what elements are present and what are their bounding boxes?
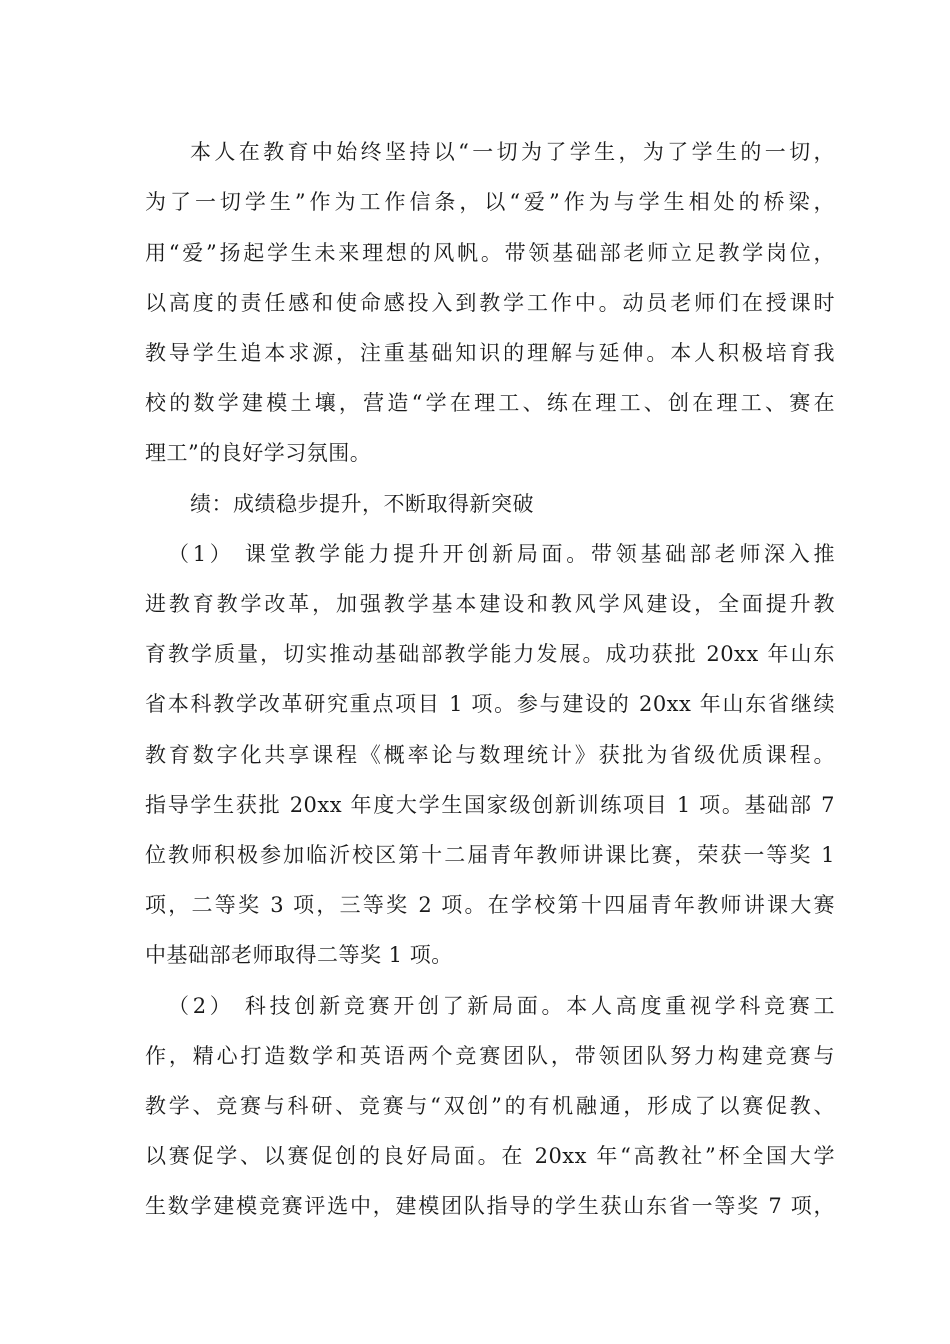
- paragraph-4-line-1: （2） 科技创新竞赛开创了新局面。本人高度重视学科竞赛工: [168, 994, 835, 1018]
- paragraph-3-line-7: 位教师积极参加临沂校区第十二届青年教师讲课比赛，荣获一等奖 1: [145, 843, 835, 867]
- section-heading: 绩：成绩稳步提升，不断取得新突破: [190, 492, 534, 516]
- paragraph-1-line-1: 本人在教育中始终坚持以“一切为了学生，为了学生的一切，: [190, 140, 835, 164]
- paragraph-4-line-4: 以赛促学、以赛促创的良好局面。在 20xx 年“高教社”杯全国大学: [145, 1144, 835, 1168]
- paragraph-4-line-3: 教学、竞赛与科研、竞赛与“双创”的有机融通，形成了以赛促教、: [145, 1094, 835, 1118]
- paragraph-1-line-5: 教导学生追本求源，注重基础知识的理解与延伸。本人积极培育我: [145, 341, 835, 365]
- paragraph-1-line-2: 为了一切学生”作为工作信条，以“爱”作为与学生相处的桥梁，: [145, 190, 835, 214]
- paragraph-3-line-1: （1） 课堂教学能力提升开创新局面。带领基础部老师深入推: [168, 542, 835, 566]
- paragraph-3-line-5: 教育数字化共享课程《概率论与数理统计》获批为省级优质课程。: [145, 743, 835, 767]
- paragraph-1-line-3: 用“爱”扬起学生未来理想的风帆。带领基础部老师立足教学岗位，: [145, 241, 835, 265]
- paragraph-3-line-2: 进教育教学改革，加强教学基本建设和教风学风建设，全面提升教: [145, 592, 835, 616]
- paragraph-1-line-6: 校的数学建模土壤，营造“学在理工、练在理工、创在理工、赛在: [145, 391, 835, 415]
- paragraph-3-line-4: 省本科教学改革研究重点项目 1 项。参与建设的 20xx 年山东省继续: [145, 692, 835, 716]
- paragraph-3-line-8: 项，二等奖 3 项，三等奖 2 项。在学校第十四届青年教师讲课大赛: [145, 893, 835, 917]
- paragraph-1-line-4: 以高度的责任感和使命感投入到教学工作中。动员老师们在授课时: [145, 291, 835, 315]
- paragraph-4-line-5: 生数学建模竞赛评选中，建模团队指导的学生获山东省一等奖 7 项，: [145, 1194, 835, 1218]
- paragraph-3-line-3: 育教学质量，切实推动基础部教学能力发展。成功获批 20xx 年山东: [145, 642, 835, 666]
- paragraph-1-line-7: 理工”的良好学习氛围。: [145, 441, 372, 465]
- paragraph-3-line-6: 指导学生获批 20xx 年度大学生国家级创新训练项目 1 项。基础部 7: [145, 793, 835, 817]
- paragraph-3-line-9: 中基础部老师取得二等奖 1 项。: [145, 943, 453, 967]
- paragraph-4-line-2: 作，精心打造数学和英语两个竞赛团队，带领团队努力构建竞赛与: [145, 1044, 835, 1068]
